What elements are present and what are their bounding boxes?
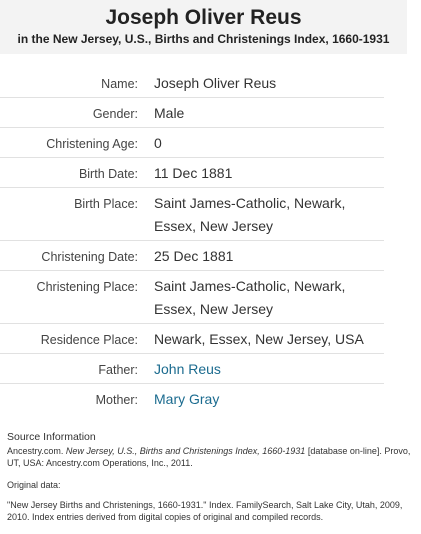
table-row-name bbox=[0, 68, 384, 98]
row-value: Joseph Oliver Reus bbox=[154, 75, 277, 91]
table-row-residence-place bbox=[0, 324, 384, 354]
row-value: 25 Dec 1881 bbox=[154, 248, 234, 264]
row-label: Christening Age: bbox=[46, 137, 138, 151]
table-row-christening-place bbox=[0, 271, 384, 324]
table-row-christening-date bbox=[0, 241, 384, 271]
citation-prefix: Ancestry.com. bbox=[7, 446, 66, 456]
mother-link[interactable]: Mary Gray bbox=[154, 391, 220, 407]
table-row-gender bbox=[0, 98, 384, 128]
original-data-label: Original data: bbox=[7, 480, 61, 490]
row-value: Saint James-Catholic, Newark, Essex, New Jersey bbox=[154, 278, 346, 317]
row-label: Birth Place: bbox=[74, 197, 138, 211]
row-label: Mother: bbox=[95, 393, 138, 407]
record-header bbox=[0, 0, 407, 54]
row-label: Gender: bbox=[92, 107, 138, 121]
table-row-christening-age bbox=[0, 128, 384, 158]
row-label: Christening Date: bbox=[41, 250, 138, 264]
row-label: Christening Place: bbox=[36, 280, 138, 294]
row-label: Birth Date: bbox=[78, 167, 138, 181]
table-row-father bbox=[0, 354, 384, 384]
original-data-text: "New Jersey Births and Christenings, 1660-1931." Index. FamilySearch, Salt Lake City, Utah, 2009, 2010. Index entries derived from digital copies of original and compiled records. bbox=[7, 500, 403, 522]
row-value: Newark, Essex, New Jersey, USA bbox=[154, 331, 364, 347]
citation-suffix: [database on-line]. Provo, UT, USA: Ancestry.com Operations, Inc., 2011. bbox=[7, 446, 411, 468]
collection-subtitle: in the New Jersey, U.S., Births and Christenings Index, 1660-1931 bbox=[17, 32, 390, 46]
source-heading: Source Information bbox=[7, 431, 96, 443]
row-value: 11 Dec 1881 bbox=[154, 165, 233, 181]
table-row-mother bbox=[0, 384, 384, 413]
row-label: Father: bbox=[98, 363, 138, 377]
record-table bbox=[0, 68, 384, 413]
row-value: Saint James-Catholic, Newark, Essex, New Jersey bbox=[154, 195, 346, 234]
table-row-birth-date bbox=[0, 158, 384, 188]
row-label: Name: bbox=[101, 77, 138, 91]
source-information bbox=[7, 431, 417, 533]
row-label: Residence Place: bbox=[40, 333, 138, 347]
row-value: Male bbox=[154, 105, 185, 121]
father-link[interactable]: John Reus bbox=[154, 361, 221, 377]
citation-collection: New Jersey, U.S., Births and Christenings Index, 1660-1931 bbox=[65, 446, 306, 456]
page-title: Joseph Oliver Reus bbox=[105, 6, 302, 29]
row-value: 0 bbox=[154, 135, 162, 151]
source-citation bbox=[7, 445, 417, 469]
table-row-birth-place bbox=[0, 188, 384, 241]
